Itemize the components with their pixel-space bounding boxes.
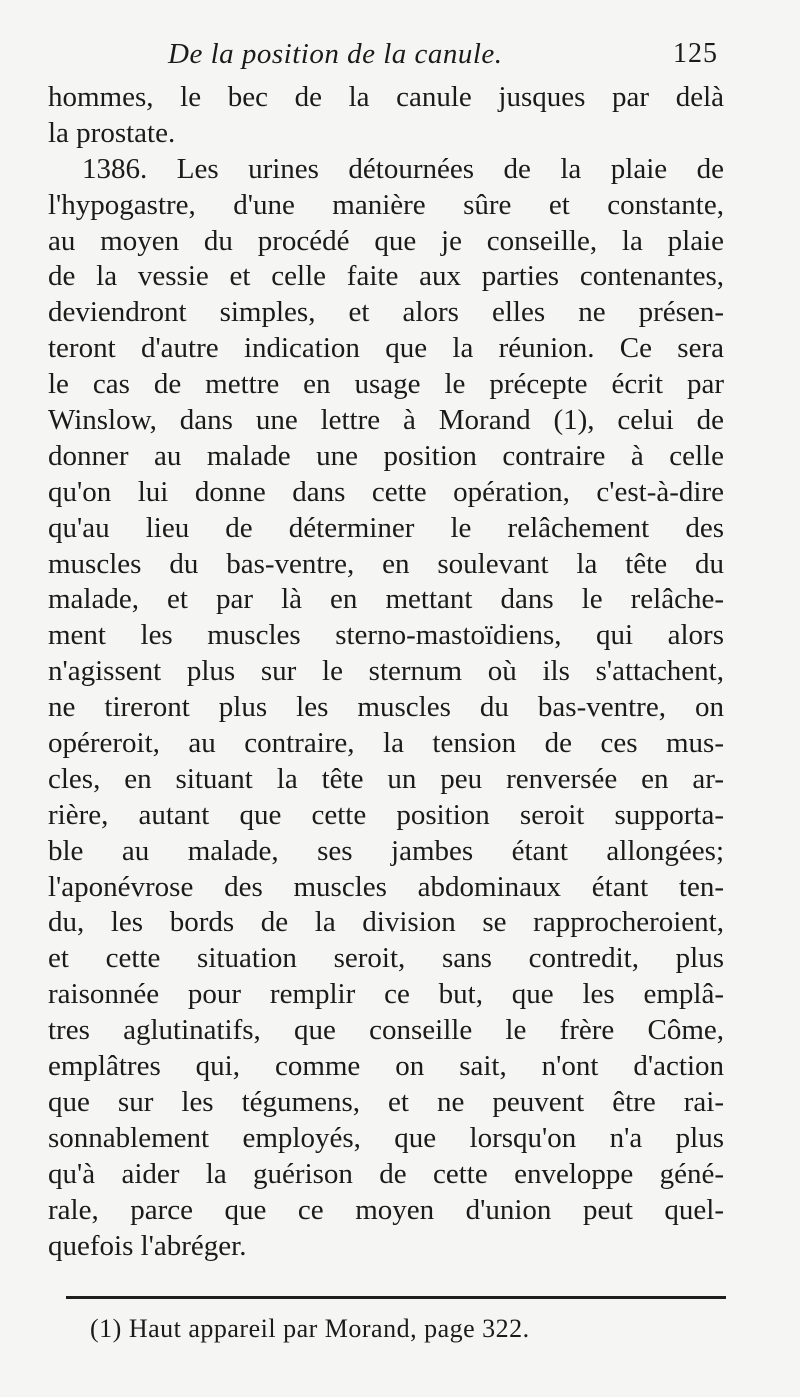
text-line: du, les bords de la division se rapprocheroient, [48,906,724,939]
text-line: qu'on lui donne dans cette opération, c'est-à-dire [48,475,724,508]
footnote-rule [66,1296,726,1299]
text-line: de la vessie et celle faite aux parties contenantes, [48,260,724,293]
page-header [168,38,718,78]
text-line: qu'au lieu de déterminer le relâchement des [48,511,724,544]
text-line: rière, autant que cette position seroit supporta- [48,798,724,831]
text-line: Winslow, dans une lettre à Morand (1), celui de [48,404,724,437]
text-line: la prostate. [48,116,176,149]
text-line: n'agissent plus sur le sternum où ils s'attachent, [48,655,724,688]
text-line: malade, et par là en mettant dans le relâche- [48,583,724,616]
text-line: rale, parce que ce moyen d'union peut quel- [48,1193,724,1226]
page-number: 125 [673,38,718,69]
text-line: donner au malade une position contraire à celle [48,439,724,472]
text-line: ment les muscles sterno-mastoïdiens, qui alors [48,619,724,652]
body-text [48,80,724,1264]
text-line: ne tireront plus les muscles du bas-ventre, on [48,691,724,724]
text-line: cles, en situant la tête un peu renversée en ar- [48,762,724,795]
text-line: hommes, le bec de la canule jusques par delà [48,81,724,113]
text-line: teront d'autre indication que la réunion. Ce sera [48,332,724,365]
text-line: que sur les tégumens, et ne peuvent être rai- [48,1085,724,1118]
text-line: qu'à aider la guérison de cette enveloppe géné- [48,1157,724,1190]
text-line: le cas de mettre en usage le précepte écrit par [48,368,724,401]
text-line: deviendront simples, et alors elles ne présen- [48,296,724,329]
running-title: De la position de la canule. [168,38,503,70]
text-line: l'hypogastre, d'une manière sûre et constante, [48,188,724,221]
text-line: emplâtres qui, comme on sait, n'ont d'action [48,1050,724,1083]
text-line: et cette situation seroit, sans contredit, plus [48,942,724,975]
text-line: muscles du bas-ventre, en soulevant la tête du [48,547,724,580]
text-line: ble au malade, ses jambes étant allongées; [48,834,724,867]
footnote: (1) Haut appareil par Morand, page 322. [90,1314,530,1343]
text-line: au moyen du procédé que je conseille, la plaie [48,224,724,257]
text-line: opéreroit, au contraire, la tension de ces mus- [48,727,724,760]
text-line: raisonnée pour remplir ce but, que les emplâ- [48,978,724,1011]
text-line: sonnablement employés, que lorsqu'on n'a plus [48,1121,724,1154]
text-line: quefois l'abréger. [48,1229,247,1262]
text-line: 1386. Les urines détournées de la plaie de [82,152,724,185]
text-line: l'aponévrose des muscles abdominaux étant ten- [48,870,724,903]
text-line: tres aglutinatifs, que conseille le frère Côme, [48,1014,724,1047]
